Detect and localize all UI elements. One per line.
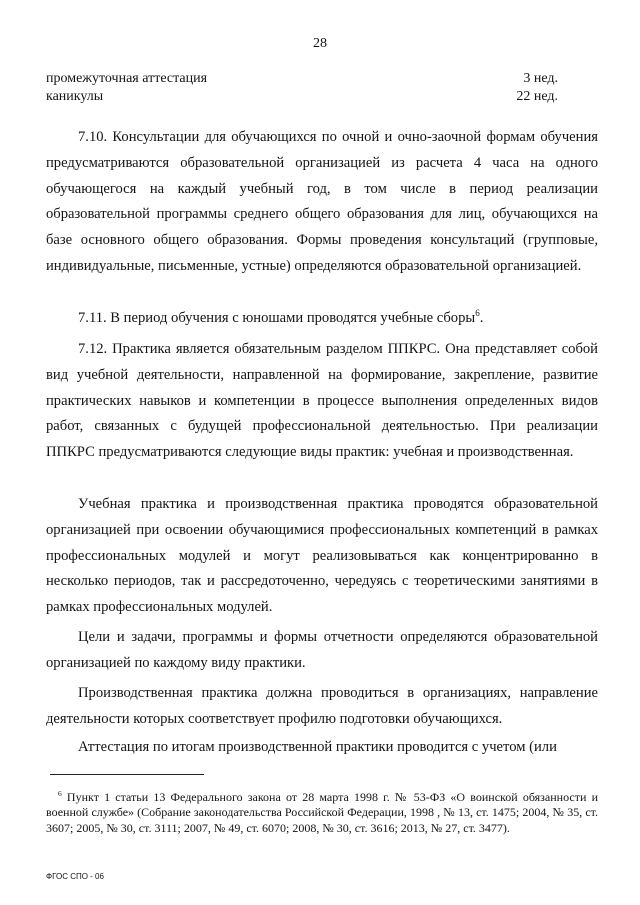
schedule-value: 22 нед. — [516, 89, 558, 104]
paragraph-production: Производственная практика должна проводиться в организациях, направление деятельности которых соответствует профилю подготовки обучающихся. — [46, 685, 598, 727]
paragraph-attestation: Аттестация по итогам производственной практики проводится с учетом (или — [78, 739, 557, 755]
schedule-label: каникулы — [46, 89, 104, 104]
paragraph-7-12: 7.12. Практика является обязательным разделом ППКРС. Она представляет собой вид учебной деятельности, направленной на формирование, закрепление, развитие практических навыков и компетенции в процессе выполнения определенных видов работ, связанных с будущей профессиональной деятельностью. При реализации ППКРС предусматриваются следующие виды практик: учебная и производственная. — [46, 341, 598, 461]
schedule-value: 3 нед. — [523, 71, 558, 86]
footnote-marker: 6 — [58, 789, 62, 798]
footnote-divider — [50, 774, 204, 775]
paragraph-7-11 — [46, 306, 598, 332]
footnote — [46, 790, 598, 836]
footnote-text: Пункт 1 статьи 13 Федерального закона от 28 марта 1998 г. № 53-ФЗ «О воинской обязанности и военной службе» (Собрание законодательства Российской Федерации, 1998 , № 13, ст. 1475; 2004, № 35, ст. 3607; 2005, № 30, ст. 3111; 2007, № 49, ст. 6070; 2008, № 30, ст. 3616; 2013, № 27, ст. 3477). — [46, 790, 598, 835]
page-number: 28 — [313, 36, 327, 51]
paragraph-goals: Цели и задачи, программы и формы отчетности определяются образовательной организацией по каждому виду практики. — [46, 629, 598, 671]
paragraph-7-11-end: . — [479, 310, 484, 326]
paragraph-7-10: 7.10. Консультации для обучающихся по очной и очно-заочной формам обучения предусматриваются образовательной организацией из расчета 4 часа на одного обучающегося на каждый учебный год, в том числе в период реализации образовательной программы среднего общего образования для лиц, обучающихся на базе основного общего образования. Формы проведения консультаций (групповые, индивидуальные, письменные, устные) определяются образовательной организацией. — [46, 129, 598, 274]
footnote-ref: 6 — [475, 308, 480, 319]
paragraph-7-11-text: 7.11. В период обучения с юношами проводятся учебные сборы — [78, 310, 476, 326]
schedule-label: промежуточная аттестация — [46, 71, 208, 86]
paragraph-practice: Учебная практика и производственная практика проводятся образовательной организацией при освоении обучающимися профессиональных компетенций в рамках профессиональных модулей и могут реализовываться как концентрированно в несколько периодов, так и рассредоточенно, чередуясь с теоретическими занятиями в рамках профессиональных модулей. — [46, 496, 598, 616]
footer-label: ФГОС СПО - 06 — [46, 872, 104, 881]
